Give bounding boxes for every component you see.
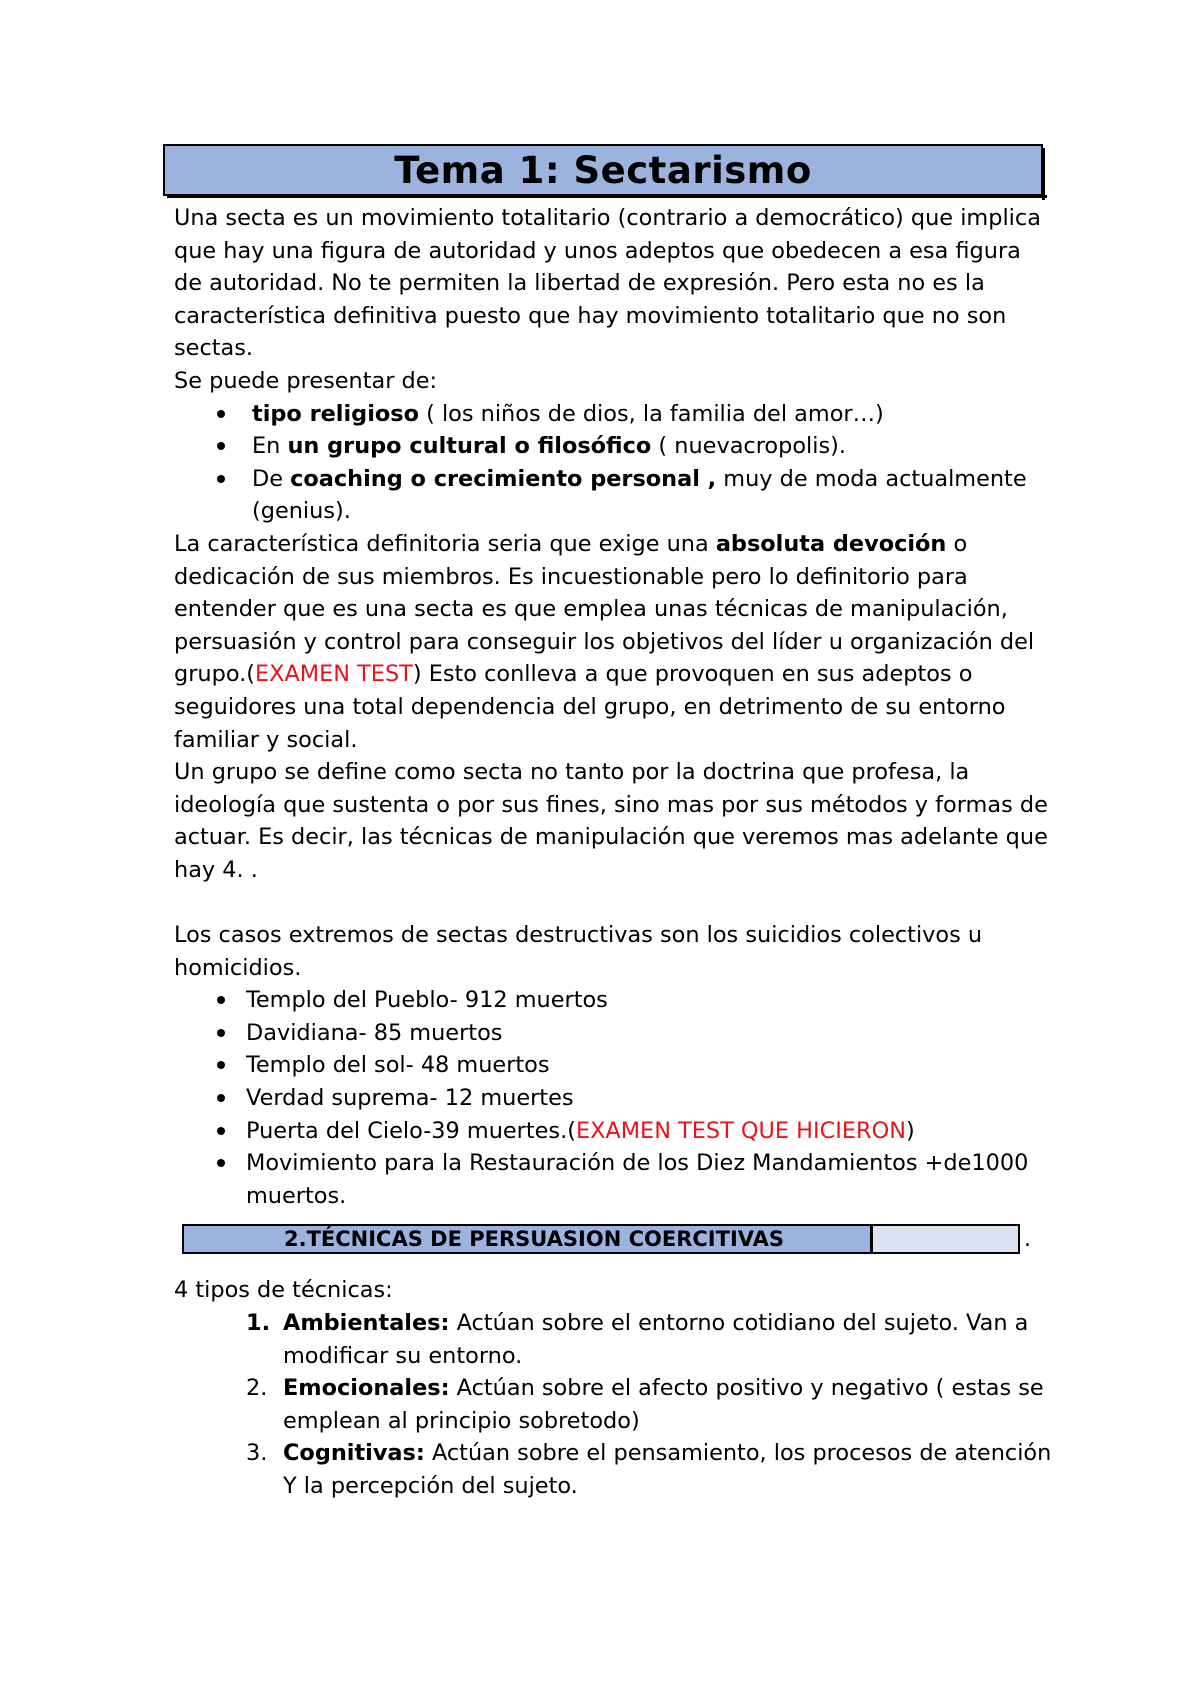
- techniques-intro: 4 tipos de técnicas:: [174, 1277, 393, 1304]
- sect-types-list: [174, 398, 1054, 528]
- section-2-heading: [174, 1212, 1054, 1274]
- page-title: Tema 1: Sectarismo: [394, 148, 812, 192]
- list-item: tipo religioso ( los niños de dios, la familia del amor…): [174, 398, 1054, 431]
- techniques-list: [174, 1307, 1054, 1503]
- definition-paragraph: La característica definitoria seria que exige una absoluta devoción o dedicación de sus miembros. Es incuestionable pero lo definitorio para entender que es una secta es que emplea unas técnicas de manipulación, persuasión y control para conseguir los objetivos del líder u organización del grupo.(EXAMEN TEST) Esto conlleva a que provoquen en sus adeptos o seguidores una total dependencia del grupo, en detrimento de su entorno familiar y social.: [174, 530, 1035, 753]
- list-item: Templo del sol- 48 muertos: [174, 1049, 1054, 1082]
- list-item: Movimiento para la Restauración de los Diez Mandamientos +de1000 muertos.: [174, 1147, 1054, 1212]
- list-item: Davidiana- 85 muertos: [174, 1017, 1054, 1050]
- list-item: 3. Cognitivas: Actúan sobre el pensamiento, los procesos de atención Y la percepción del sujeto.: [246, 1440, 1052, 1499]
- list-item: Verdad suprema- 12 muertes: [174, 1082, 1054, 1115]
- cases-list: [174, 984, 1054, 1212]
- intro-lead: Se puede presentar de:: [174, 367, 438, 394]
- list-item: Templo del Pueblo- 912 muertos: [174, 984, 1054, 1017]
- exam-note: EXAMEN TEST QUE HICIERON: [575, 1117, 906, 1144]
- document-body: [174, 202, 1054, 1503]
- section-2-trail: .: [1024, 1227, 1031, 1253]
- section-2-box: [182, 1224, 1020, 1254]
- title-box: [163, 144, 1043, 196]
- divider: [870, 1224, 873, 1254]
- list-item: 2. Emocionales: Actúan sobre el afecto positivo y negativo ( estas se emplean al principio sobretodo): [246, 1375, 1044, 1434]
- list-item: Puerta del Cielo-39 muertes.(EXAMEN TEST QUE HICIERON): [174, 1115, 1054, 1148]
- list-item: En un grupo cultural o filosófico ( nuevacropolis).: [174, 430, 1054, 463]
- exam-note: EXAMEN TEST: [254, 661, 413, 688]
- list-item: 1. Ambientales: Actúan sobre el entorno cotidiano del sujeto. Van a modificar su entorno.: [246, 1310, 1029, 1369]
- intro-paragraph: Una secta es un movimiento totalitario (contrario a democrático) que implica que hay una figura de autoridad y unos adeptos que obedecen a esa figura de autoridad. No te permiten la libertad de expresión. Pero esta no es la característica definitiva puesto que hay movimiento totalitario que no son sectas.: [174, 205, 1041, 362]
- methods-paragraph: Un grupo se define como secta no tanto por la doctrina que profesa, la ideología que sustenta o por sus fines, sino mas por sus métodos y formas de actuar. Es decir, las técnicas de manipulación que veremos mas adelante que hay 4. .: [174, 759, 1048, 883]
- list-item: De coaching o crecimiento personal , muy de moda actualmente (genius).: [174, 463, 1054, 528]
- section-2-title: 2.TÉCNICAS DE PERSUASION COERCITIVAS: [284, 1227, 784, 1252]
- extremes-paragraph: Los casos extremos de sectas destructivas son los suicidios colectivos u homicidios.: [174, 922, 983, 981]
- spacer: [174, 886, 1054, 919]
